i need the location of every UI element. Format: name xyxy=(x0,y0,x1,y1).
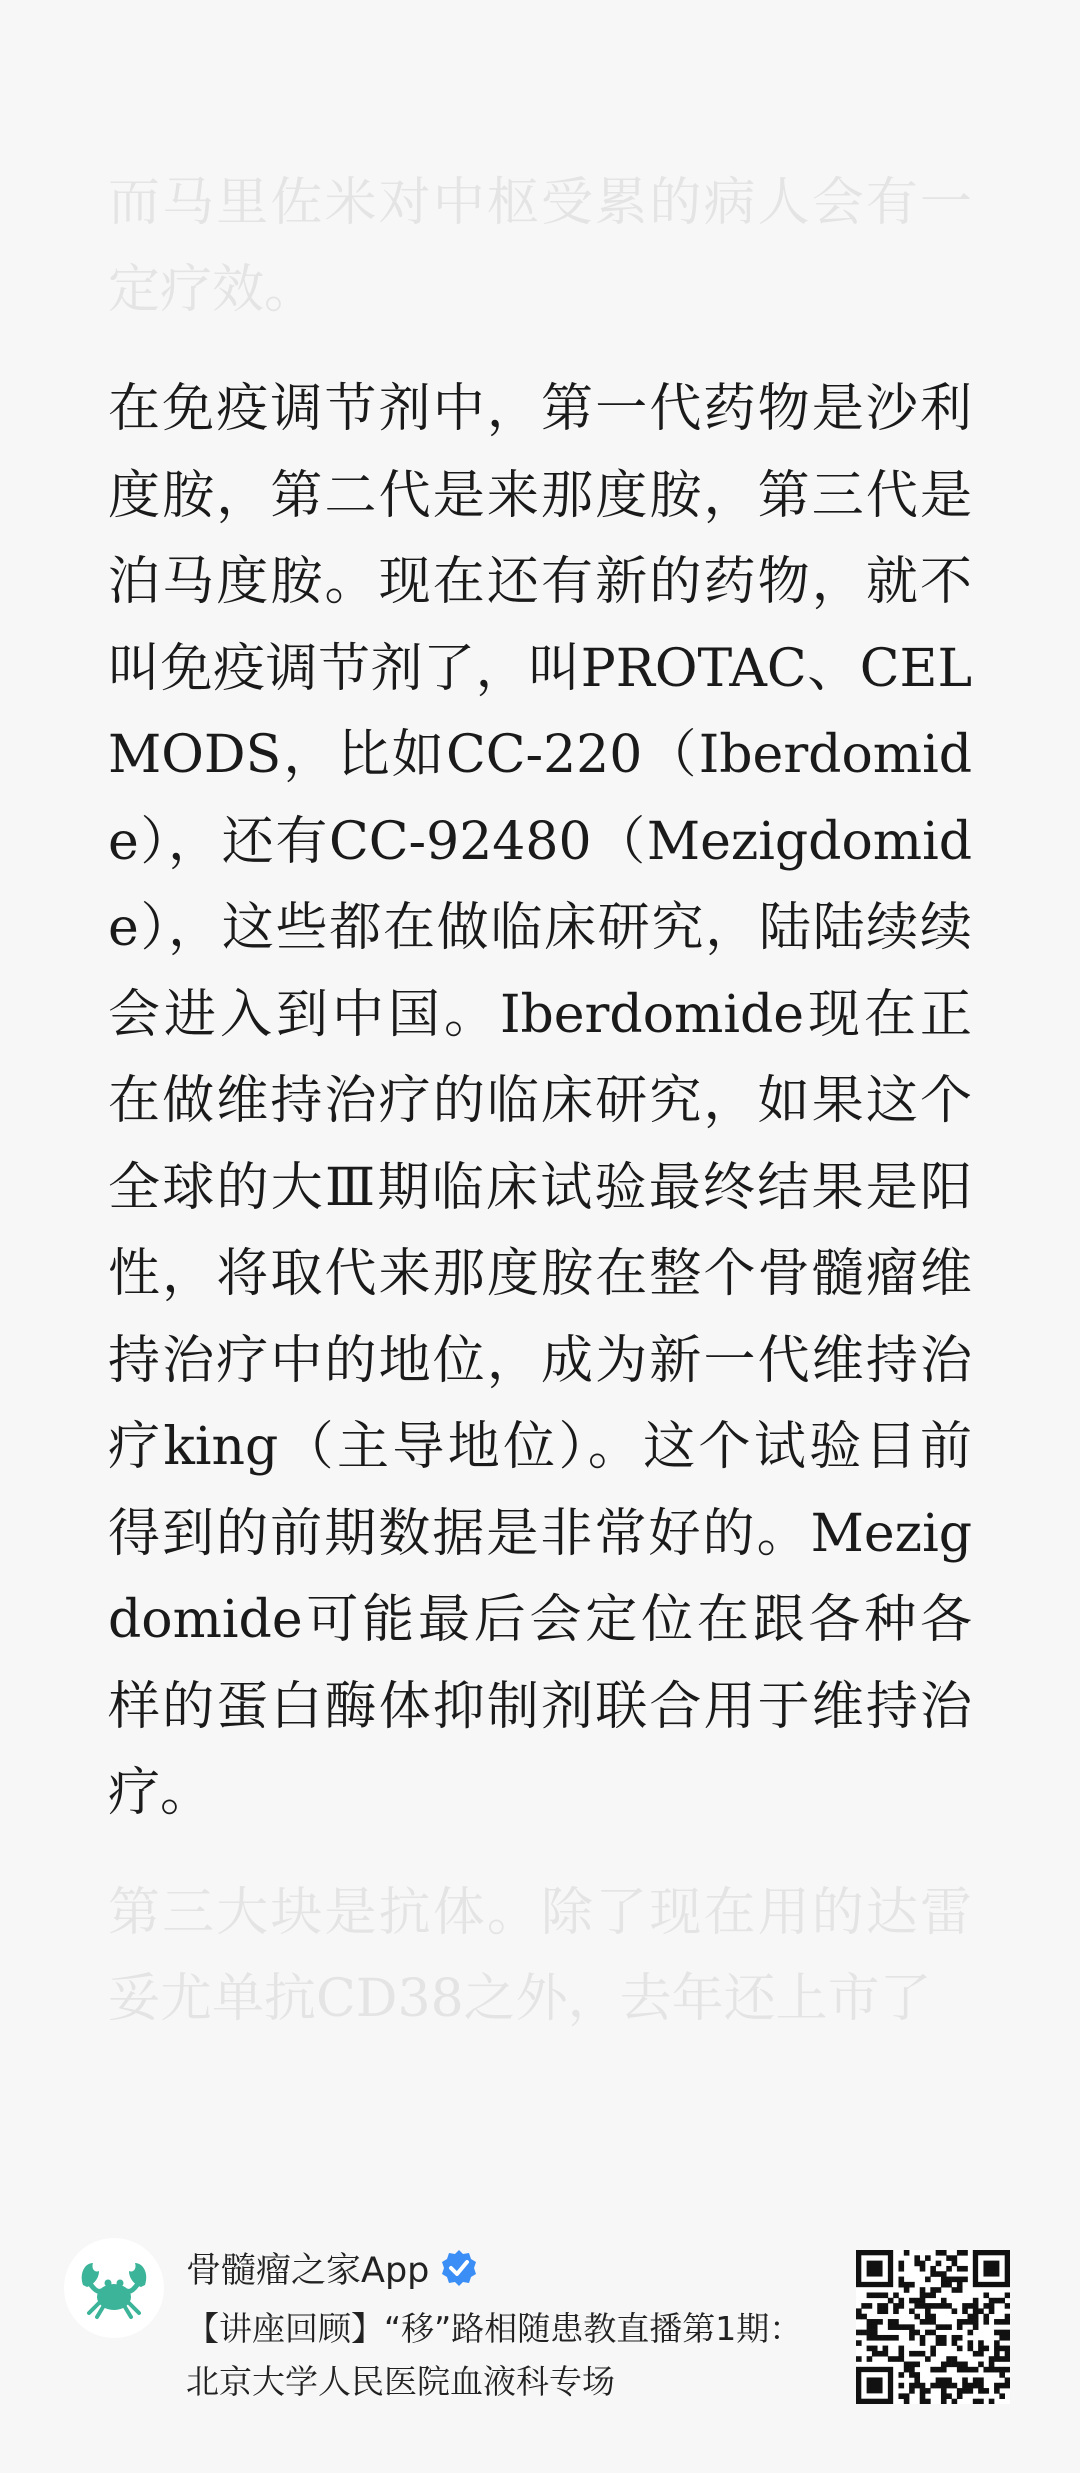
previous-paragraph: 而马里佐米对中枢受累的病人会有一定疗效。 xyxy=(108,173,972,320)
crab-logo-icon xyxy=(64,2238,164,2338)
share-footer xyxy=(0,2210,1080,2473)
article-title[interactable]: 【讲座回顾】“移”路相随患教直播第1期：北京大学人民医院血液科专场 xyxy=(186,2309,803,2401)
article-body xyxy=(108,160,972,2043)
verified-badge-icon xyxy=(439,2248,479,2288)
main-paragraph: 在免疫调节剂中，第一代药物是沙利度胺，第二代是来那度胺，第三代是泊马度胺。现在还有新的药物，就不叫免疫调节剂了，叫PROTAC、CELMODS，比如CC-220（Iberdomide），还有CC-92480（Mezigdomide），这些都在做临床研究，陆陆续续会进入到中国。Iberdomide现在正在做维持治疗的临床研究，如果这个全球的大Ⅲ期临床试验最终结果是阳性，将取代来那度胺在整个骨髓瘤维持治疗中的地位，成为新一代维持治疗king（主导地位）。这个试验目前得到的前期数据是非常好的。Mezigdomide可能最后会定位在跟各种各样的蛋白酶体抑制剂联合用于维持治疗。 xyxy=(108,379,972,1823)
app-name: 骨髓瘤之家App xyxy=(186,2251,430,2291)
qr-code-icon xyxy=(856,2250,1010,2404)
app-name-row xyxy=(186,2242,479,2294)
next-paragraph: 第三大块是抗体。除了现在用的达雷妥尤单抗CD38之外，去年还上市了 xyxy=(108,1882,972,2029)
